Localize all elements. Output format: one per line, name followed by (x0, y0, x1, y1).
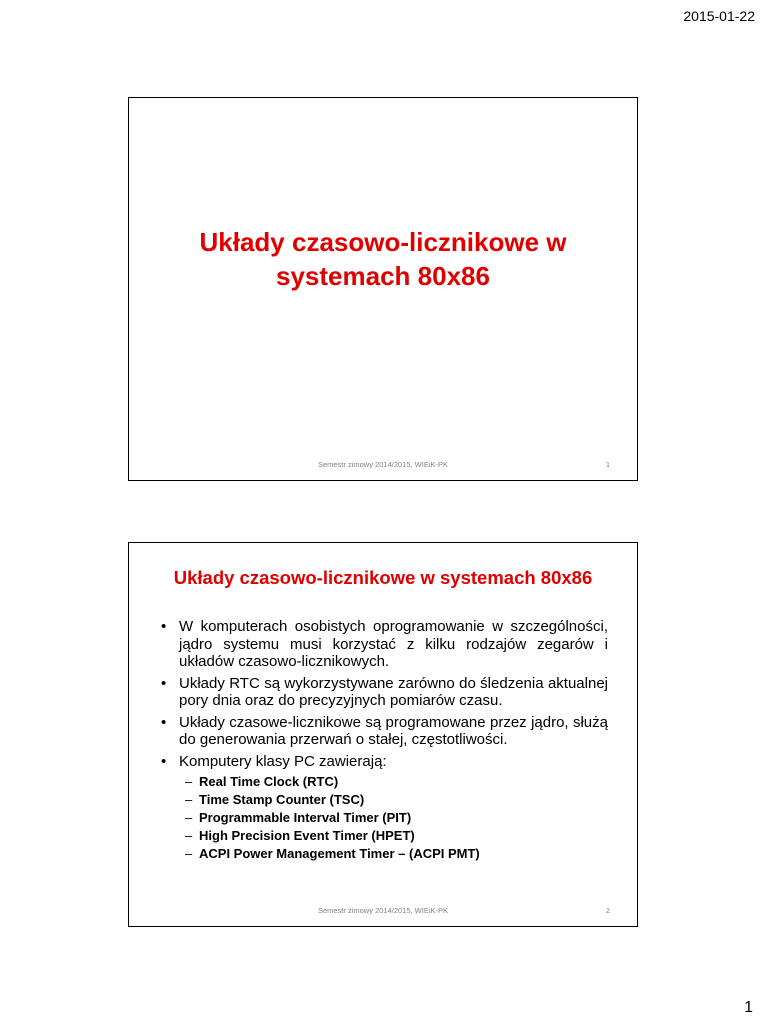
bullet-item: • Układy czasowe-licznikowe są programowane przez jądro, służą do generowania przerwań o stałej, częstotliwości. (157, 714, 608, 749)
timer-sub-list (179, 773, 608, 863)
slide-1-title-line-2: systemach 80x86 (276, 261, 490, 291)
slide-2-bullet-list (157, 618, 608, 867)
slide-1-title-line-1: Układy czasowo-licznikowe w (199, 227, 567, 257)
slide-2 (128, 542, 638, 927)
slide-1-title (129, 225, 637, 293)
sub-item-rtc: – Real Time Clock (RTC) (179, 773, 608, 791)
bullet-item: • Układy RTC są wykorzystywane zarówno do śledzenia aktualnej pory dnia oraz do precyzyjnych pomiarów czasu. (157, 675, 608, 710)
slide-1 (128, 97, 638, 481)
slide-2-footer-number: 2 (605, 906, 610, 915)
sub-item-pit: – Programmable Interval Timer (PIT) (179, 809, 608, 827)
sub-item-tsc: – Time Stamp Counter (TSC) (179, 791, 608, 809)
page-date: 2015-01-22 (683, 8, 755, 24)
slide-2-footer-text: Semestr zimowy 2014/2015, WIEiK-PK (317, 906, 449, 915)
bullet-item-with-sublist (157, 753, 608, 864)
slide-1-footer-number: 1 (605, 460, 610, 469)
slide-2-title: Układy czasowo-licznikowe w systemach 80x86 (173, 567, 593, 588)
slide-1-footer-text: Semestr zimowy 2014/2015, WIEiK-PK (317, 460, 449, 469)
page-number: 1 (744, 999, 753, 1016)
sub-item-acpi-pmt: – ACPI Power Management Timer – (ACPI PMT) (179, 845, 608, 863)
sub-item-hpet: – High Precision Event Timer (HPET) (179, 827, 608, 845)
bullet-item: • W komputerach osobistych oprogramowanie w szczególności, jądro systemu musi korzystać z kilku rodzajów zegarów i układów czasowo-licznikowych. (157, 618, 608, 671)
bullet-item-text: Komputery klasy PC zawierają: (179, 752, 387, 770)
